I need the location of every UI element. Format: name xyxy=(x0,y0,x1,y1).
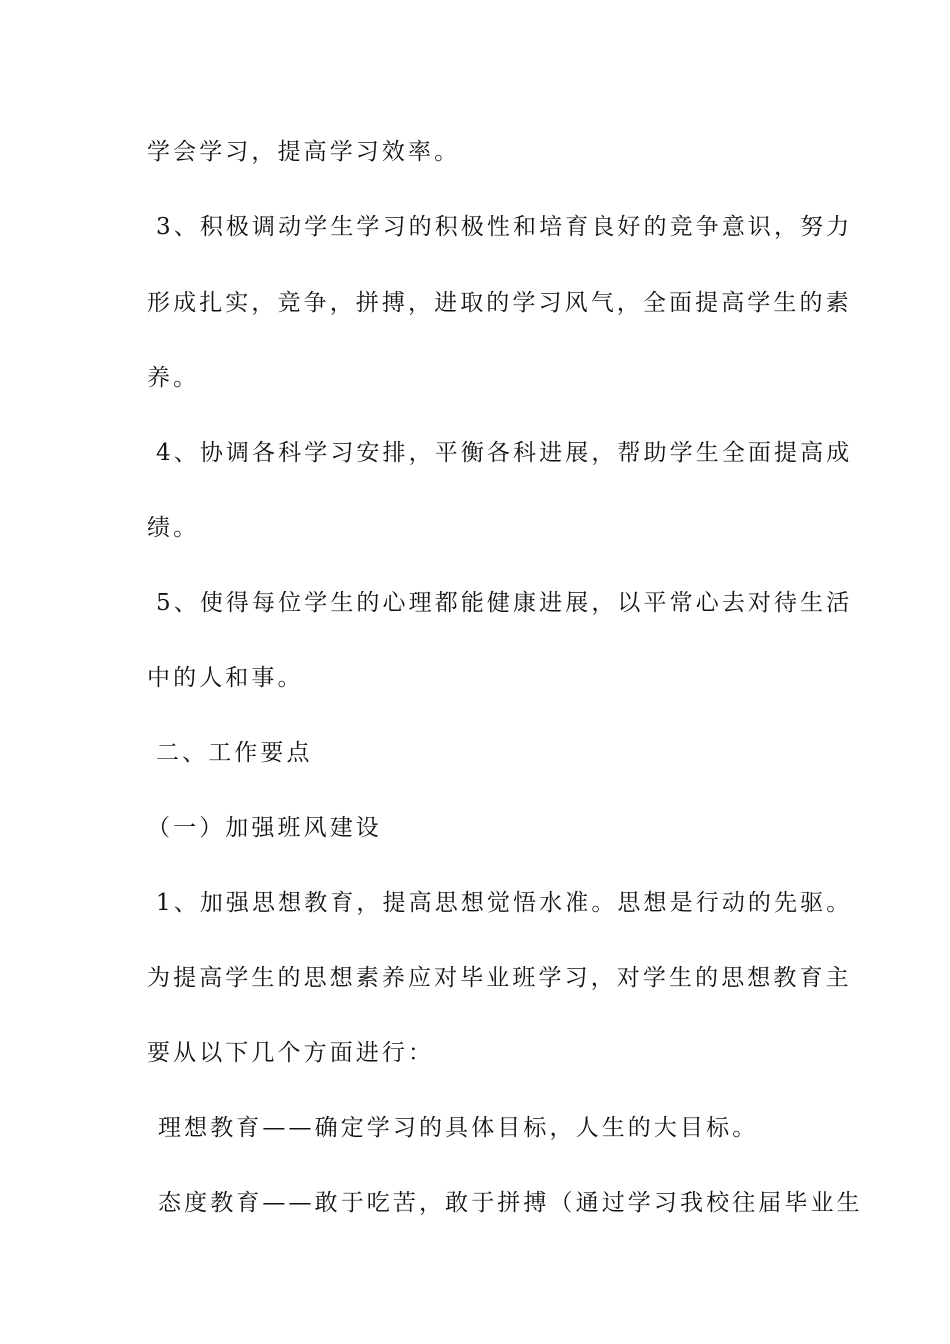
subsection-heading: （一）加强班风建设 xyxy=(147,815,382,841)
list-item-5: 5、使得每位学生的心理都能健康进展，以平常心去对待生活 xyxy=(156,590,853,616)
attitude-education-line: 态度教育——敢于吃苦，敢于拼搏（通过学习我校往届毕业生 xyxy=(158,1190,863,1216)
list-item-4: 4、协调各科学习安排，平衡各科进展，帮助学生全面提高成 xyxy=(156,440,853,466)
paragraph-line: 中的人和事。 xyxy=(147,665,304,691)
paragraph-line: 为提高学生的思想素养应对毕业班学习，对学生的思想教育主 xyxy=(147,965,852,991)
paragraph-line: 形成扎实，竞争，拼搏，进取的学习风气，全面提高学生的素 xyxy=(147,290,852,316)
paragraph-line: 绩。 xyxy=(147,515,200,541)
list-item-1: 1、加强思想教育，提高思想觉悟水准。思想是行动的先驱。 xyxy=(156,890,853,916)
list-item-3: 3、积极调动学生学习的积极性和培育良好的竞争意识，努力 xyxy=(156,214,853,240)
paragraph-line: 要从以下几个方面进行： xyxy=(147,1040,435,1066)
ideal-education-line: 理想教育——确定学习的具体目标，人生的大目标。 xyxy=(158,1115,759,1141)
paragraph-line: 养。 xyxy=(147,365,200,391)
section-heading: 二、工作要点 xyxy=(156,740,313,766)
paragraph-line: 学会学习，提高学习效率。 xyxy=(147,139,461,165)
